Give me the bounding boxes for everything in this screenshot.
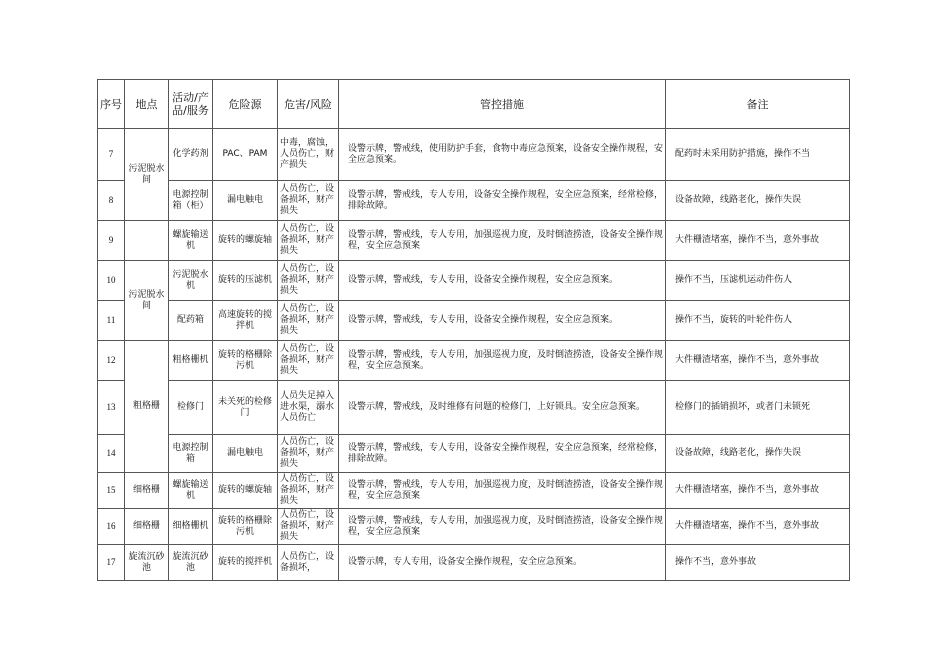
activity-cell: 电源控制箱 — [169, 435, 213, 473]
row-number: 15 — [98, 473, 125, 509]
place-cell: 旋流沉砂池 — [125, 545, 169, 581]
notes-cell: 大件栅渣堵塞，操作不当，意外事故 — [666, 509, 850, 545]
risk-cell: 人员伤亡，设备损坏，财产损失 — [278, 261, 339, 301]
table-row — [98, 545, 850, 581]
measures-cell: 设警示牌，警戒线，及时维修有问题的检修门，上好锁具。安全应急预案。 — [339, 381, 666, 435]
notes-cell: 设备故障，线路老化，操作失误 — [666, 181, 850, 221]
table-row — [98, 341, 850, 381]
hazard-cell: 漏电触电 — [213, 435, 278, 473]
measures-cell: 设警示牌，警戒线，专人专用，加强巡视力度，及时倒渣捞渣，设备安全操作规程，安全应急预案 — [339, 221, 666, 261]
hazard-cell: PAC、PAM — [213, 129, 278, 181]
header-hazard: 危险源 — [213, 80, 278, 129]
measures-cell: 设警示牌，警戒线，专人专用，设备安全操作规程，安全应急预案，经常检修，排除故障。 — [339, 181, 666, 221]
notes-cell: 大件栅渣堵塞，操作不当，意外事故 — [666, 473, 850, 509]
header-place: 地点 — [125, 80, 169, 129]
notes-cell: 大件栅渣堵塞，操作不当，意外事故 — [666, 341, 850, 381]
place-cell: 细格栅 — [125, 473, 169, 509]
risk-cell: 人员伤亡，设备损坏，财产损失 — [278, 341, 339, 381]
hazard-cell: 旋转的螺旋轴 — [213, 221, 278, 261]
activity-cell: 电源控制箱（柜） — [169, 181, 213, 221]
table-row — [98, 301, 850, 341]
table-row — [98, 435, 850, 473]
table-row — [98, 221, 850, 261]
risk-control-table — [97, 79, 850, 581]
measures-cell: 设警示牌，专人专用，设备安全操作规程，安全应急预案。 — [339, 545, 666, 581]
hazard-cell: 漏电触电 — [213, 181, 278, 221]
measures-cell: 设警示牌，警戒线，专人专用，加强巡视力度，及时倒渣捞渣，设备安全操作规程，安全应急预案 — [339, 509, 666, 545]
table-row — [98, 473, 850, 509]
measures-cell: 设警示牌，警戒线，专人专用，设备安全操作规程，安全应急预案。 — [339, 261, 666, 301]
activity-cell: 检修门 — [169, 381, 213, 435]
table-row — [98, 509, 850, 545]
activity-cell: 污泥脱水机 — [169, 261, 213, 301]
measures-cell: 设警示牌，警戒线，专人专用，加强巡视力度，及时倒渣捞渣，设备安全操作规程，安全应急预案 — [339, 473, 666, 509]
risk-cell: 人员伤亡，设备损坏，财产损失 — [278, 221, 339, 261]
activity-cell: 螺旋输送机 — [169, 221, 213, 261]
risk-cell: 人员伤亡，设备损坏，财产损失 — [278, 181, 339, 221]
row-number: 12 — [98, 341, 125, 381]
table-row — [98, 181, 850, 221]
measures-cell: 设警示牌，警戒线，专人专用，设备安全操作规程，安全应急预案。 — [339, 301, 666, 341]
row-number: 17 — [98, 545, 125, 581]
risk-cell: 人员失足掉入进水渠，溺水人员伤亡 — [278, 381, 339, 435]
header-risk: 危害/风险 — [278, 80, 339, 129]
hazard-cell: 旋转的螺旋轴 — [213, 473, 278, 509]
row-number: 16 — [98, 509, 125, 545]
row-number: 7 — [98, 129, 125, 181]
row-number: 14 — [98, 435, 125, 473]
header-no: 序号 — [98, 80, 125, 129]
place-cell: 粗格栅 — [125, 341, 169, 473]
table-row — [98, 129, 850, 181]
activity-cell: 旋流沉砂池 — [169, 545, 213, 581]
hazard-cell: 旋转的压滤机 — [213, 261, 278, 301]
measures-cell: 设警示牌，警戒线，专人专用，加强巡视力度，及时倒渣捞渣，设备安全操作规程，安全应急预案。 — [339, 341, 666, 381]
table-row — [98, 381, 850, 435]
risk-cell: 中毒，腐蚀，人员伤亡，财产损失 — [278, 129, 339, 181]
risk-cell: 人员伤亡，设备损坏，财产损失 — [278, 473, 339, 509]
risk-cell: 人员伤亡，设备损坏，财产损失 — [278, 509, 339, 545]
hazard-cell: 高速旋转的搅拌机 — [213, 301, 278, 341]
activity-cell: 螺旋输送机 — [169, 473, 213, 509]
header-activity: 活动/产品/服务 — [169, 80, 213, 129]
hazard-cell: 旋转的搅拌机 — [213, 545, 278, 581]
notes-cell: 配药时未采用防护措施，操作不当 — [666, 129, 850, 181]
risk-cell: 人员伤亡，设备损坏， — [278, 545, 339, 581]
activity-cell: 配药箱 — [169, 301, 213, 341]
hazard-cell: 旋转的格栅除污机 — [213, 341, 278, 381]
row-number: 10 — [98, 261, 125, 301]
header-row — [98, 80, 850, 129]
row-number: 9 — [98, 221, 125, 261]
activity-cell: 细格栅机 — [169, 509, 213, 545]
hazard-cell: 旋转的格栅除污机 — [213, 509, 278, 545]
notes-cell: 操作不当，意外事故 — [666, 545, 850, 581]
notes-cell: 操作不当，旋转的叶轮件伤人 — [666, 301, 850, 341]
activity-cell: 粗格栅机 — [169, 341, 213, 381]
risk-cell: 人员伤亡，设备损坏，财产损失 — [278, 435, 339, 473]
hazard-cell: 未关死的检修门 — [213, 381, 278, 435]
notes-cell: 设备故障，线路老化，操作失误 — [666, 435, 850, 473]
notes-cell: 检修门的插销损坏，或者门未锁死 — [666, 381, 850, 435]
place-cell: 污泥脱水间 — [125, 129, 169, 221]
activity-cell: 化学药剂 — [169, 129, 213, 181]
place-cell-empty — [125, 221, 169, 261]
risk-cell: 人员伤亡，设备损坏，财产损失 — [278, 301, 339, 341]
header-measures: 管控措施 — [339, 80, 666, 129]
table-row — [98, 261, 850, 301]
measures-cell: 设警示牌，警戒线，使用防护手套，食物中毒应急预案，设备安全操作规程，安全应急预案。 — [339, 129, 666, 181]
place-cell: 污泥脱水间 — [125, 261, 169, 341]
row-number: 11 — [98, 301, 125, 341]
measures-cell: 设警示牌，警戒线，专人专用，设备安全操作规程，安全应急预案，经常检修，排除故障。 — [339, 435, 666, 473]
place-cell: 细格栅 — [125, 509, 169, 545]
row-number: 8 — [98, 181, 125, 221]
notes-cell: 大件栅渣堵塞，操作不当，意外事故 — [666, 221, 850, 261]
header-notes: 备注 — [666, 80, 850, 129]
row-number: 13 — [98, 381, 125, 435]
notes-cell: 操作不当，压滤机运动件伤人 — [666, 261, 850, 301]
